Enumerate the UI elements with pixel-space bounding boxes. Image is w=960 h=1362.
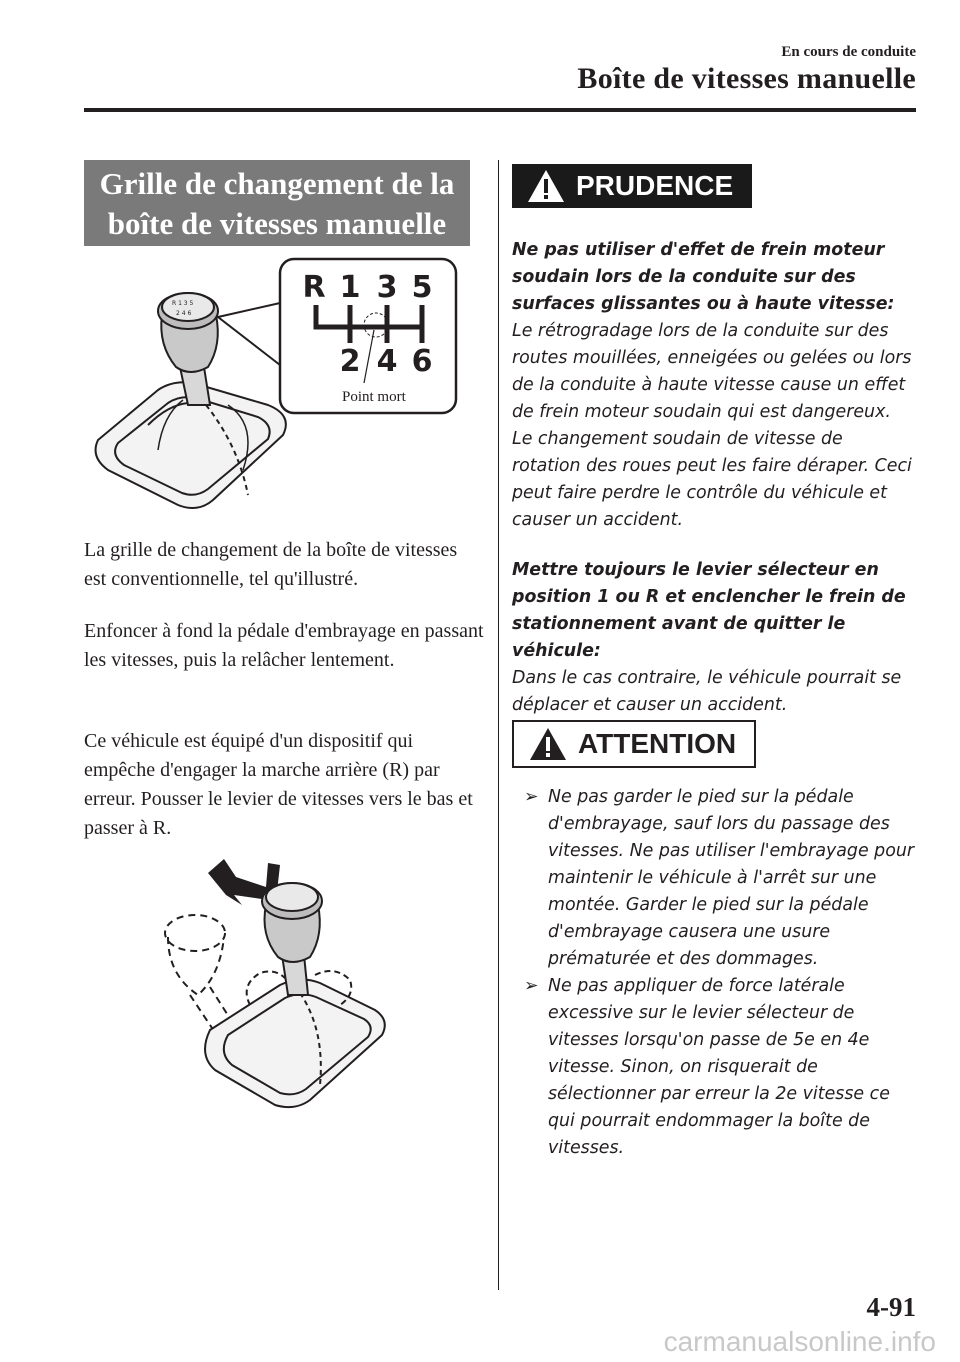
- gear-label-4: 4: [376, 344, 398, 379]
- section-title-line1: Grille de changement de la: [99, 166, 455, 201]
- watermark: carmanualsonline.info: [663, 1326, 936, 1357]
- reverse-knob-illustration: [262, 883, 322, 995]
- prudence-block-2: [512, 557, 916, 719]
- paragraph-clutch: [84, 617, 484, 675]
- section-title-line2: boîte de vitesses manuelle: [107, 206, 447, 241]
- caution-triangle-icon: [528, 726, 568, 762]
- bullet-arrow-icon: ➢: [524, 787, 539, 807]
- attention-label: ATTENTION: [578, 728, 737, 759]
- header-rule: [84, 108, 916, 112]
- page-number: 4-91: [866, 1292, 916, 1322]
- prudence-body-2: Dans le cas contraire, le véhicule pourrait se déplacer et causer un accident.: [512, 668, 902, 715]
- section-header-title: Boîte de vitesses manuelle: [577, 62, 916, 95]
- attention-item-text: Ne pas appliquer de force latérale excessive sur le levier sélecteur de vitesses lorsqu'on passe de 5e en 4e vitesse. Sinon, on risquerait de sélectionner par erreur la 2e vitesse ce qui pourrait endommager la boîte de vitesses.: [548, 976, 890, 1158]
- attention-item: [512, 784, 916, 973]
- chapter-title: En cours de conduite: [781, 44, 916, 60]
- gear-label-6: 6: [411, 344, 433, 379]
- paragraph-1: La grille de changement de la boîte de vitesses est conventionnelle, tel qu'illustré.: [84, 539, 458, 590]
- prudence-body-1: Le rétrogradage lors de la conduite sur des routes mouillées, enneigées ou gelées ou lors de la conduite à haute vitesse cause un effet de frein moteur soudain qui est dangereux. Le changement soudain de vitesse de rotation des roues peut les faire déraper. Ceci peut faire perdre le contrôle du véhicule et causer un accident.: [512, 321, 912, 530]
- prudence-heading-1: Ne pas utiliser d'effet de frein moteur soudain lors de la conduite sur des surfaces glissantes ou à haute vitesse:: [512, 240, 895, 314]
- attention-list: [512, 784, 916, 1162]
- attention-item-text: Ne pas garder le pied sur la pédale d'embrayage, sauf lors du passage des vitesses. Ne pas utiliser l'embrayage pour maintenir le véhicule à l'arrêt sur une montée. Garder le pied sur la pédale d'embrayage causera une usure prématurée et des dommages.: [548, 787, 915, 969]
- gear-label-2: 2: [339, 344, 361, 379]
- gear-label-5: 5: [411, 270, 433, 305]
- gear-label-R: R: [302, 270, 326, 305]
- column-divider: [498, 160, 499, 1290]
- shift-pattern-figure: [88, 255, 468, 520]
- section-title-banner: [84, 160, 470, 246]
- knob-pattern-bottom: 2 4 6: [176, 310, 192, 317]
- paragraph-intro: [84, 536, 484, 594]
- prudence-block-1: [512, 237, 916, 534]
- paragraph-2: Enfoncer à fond la pédale d'embrayage en passant les vitesses, puis la relâcher lentement.: [84, 620, 484, 671]
- paragraph-3: Ce véhicule est équipé d'un dispositif qui empêche d'engager la marche arrière (R) par erreur. Pousser le levier de vitesses vers le bas et passer à R.: [84, 730, 473, 839]
- attention-item: [512, 973, 916, 1162]
- prudence-label-box: [512, 164, 752, 208]
- attention-label-box: [512, 720, 756, 768]
- reverse-shift-figure: [150, 855, 400, 1115]
- warning-triangle-icon: [526, 168, 566, 204]
- gear-label-3: 3: [376, 270, 398, 305]
- neutral-label: Point mort: [342, 389, 406, 405]
- prudence-heading-2: Mettre toujours le levier sélecteur en position 1 ou R et enclencher le frein de stationnement avant de quitter le véhicule:: [512, 560, 906, 661]
- paragraph-reverse: [84, 727, 484, 843]
- gear-label-1: 1: [339, 270, 361, 305]
- bullet-arrow-icon: ➢: [524, 976, 539, 996]
- prudence-label: PRUDENCE: [576, 170, 734, 201]
- callout-pointer: [218, 303, 280, 365]
- knob-pattern-top: R 1 3 5: [172, 300, 194, 307]
